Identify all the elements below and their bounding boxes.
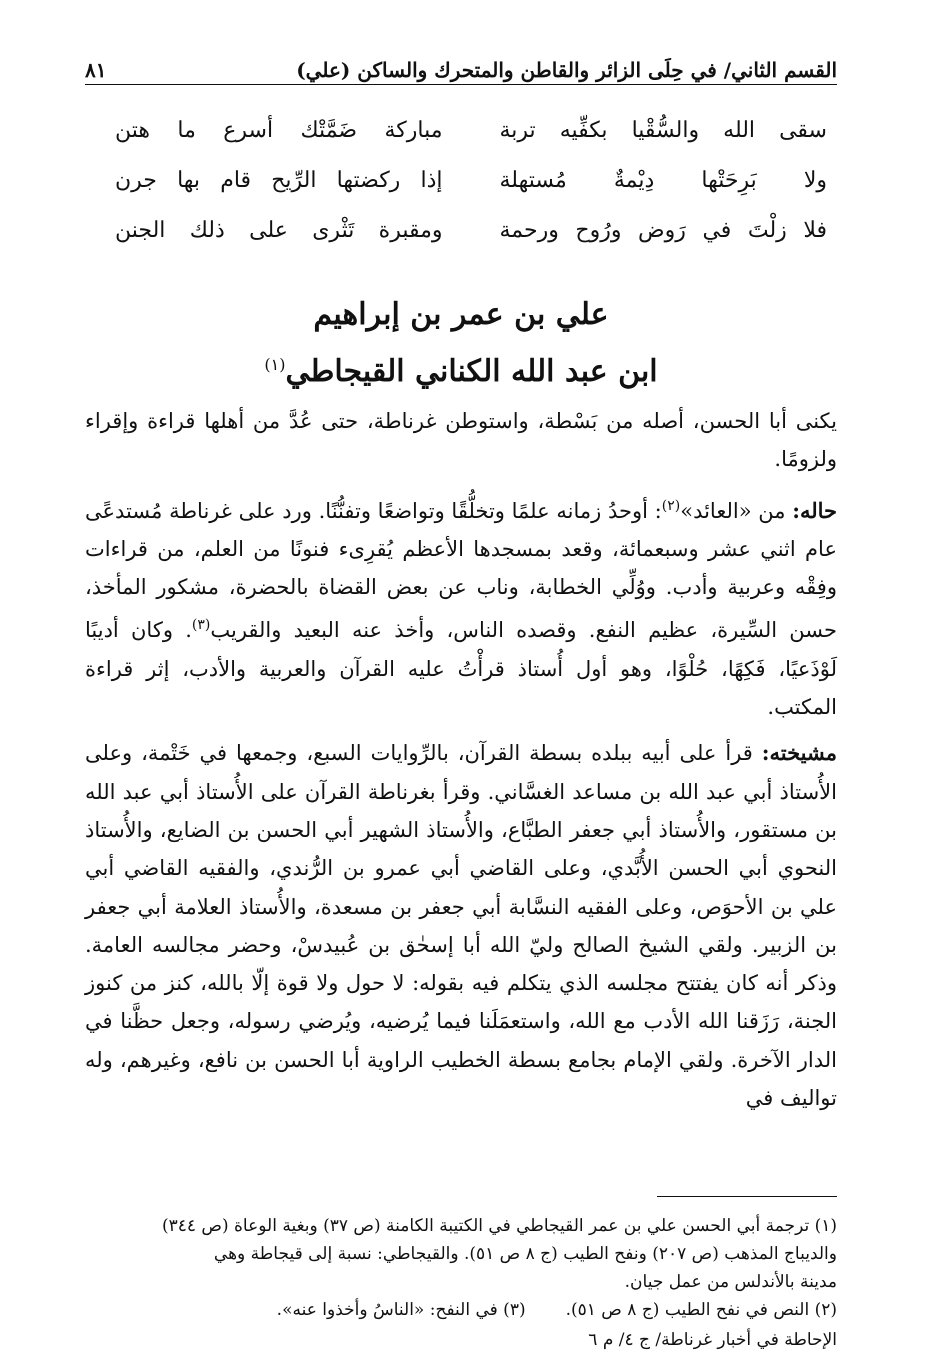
verse-1-left: مباركة ضَمَّتْك أسرع ما هتن bbox=[115, 117, 443, 143]
footnote-rule bbox=[657, 1196, 837, 1197]
signature-line: الإحاطة في أخبار غرناطة/ ج ٤/ م ٦ bbox=[588, 1330, 837, 1350]
title-footnote-marker: (١) bbox=[264, 355, 286, 374]
verse-3 bbox=[115, 205, 827, 255]
teachers-text: قرأ على أبيه ببلده بسطة القرآن، بالرِّوايات السبع، وجمعها في خَتْمة، وعلى الأُستاذ أبي عبد الله بن مساعد الغسَّاني. وقرأ بغرناطة القرآن على الأُستاذ أبي عبد الله بن مستقور، والأُستاذ أبي جعفر الطبَّاع، والأُستاذ الشهير أبي الحسن بن الضايع، والأُستاذ النحوي أبي الحسن الأُبَّدي، وعلى القاضي أبي عمرو بن الرُّندي، والفقيه القاضي أبي علي بن الأحوَص، وعلى الفقيه النسَّابة أبي جعفر بن مسعدة، والأُستاذ العلامة أبي جعفر بن الزبير. ولقي الشيخ الصالح وليّ الله أبا إسحٰق بن عُبيدسْ، وحضر مجالسه العامة. وذكر أنه كان يفتتح مجلسه الذي يتكلم فيه بقوله: لا حول ولا قوة إلّا بالله، كنز من كنوز الجنة، رَزَقنا الله الأدب مع الله، واستعمَلَنا فيما يُرضيه، ويُرضي رسوله، وجعل حظَّنا في الدار الآخرة. ولقي الإمام بجامع بسطة الخطيب الراوية أبا الحسن بن نافع، وغيرهم، وله تواليف في bbox=[85, 741, 838, 1111]
footnote-1-line-3: مدينة بالأندلس من عمل جيان. bbox=[624, 1272, 837, 1292]
running-title: القسم الثاني/ في حِلَى الزائر والقاطن والمتحرك والساكن (علي) bbox=[296, 58, 837, 82]
footnote-1-line-2: والديباج المذهب (ص ٢٠٧) ونفح الطيب (ج ٨ ص ٥١). والقيجاطي: نسبة إلى قيجاطة وهي bbox=[213, 1244, 837, 1264]
paragraph-teachers bbox=[85, 734, 837, 1117]
verse-2-right: ولا بَرِحَتْها دِيْمةٌ مُستهلة bbox=[499, 167, 827, 193]
entry-title-line-2 bbox=[85, 340, 837, 397]
footnote-2: (٢) النص في نفح الطيب (ج ٨ ص ٥١). bbox=[565, 1300, 837, 1320]
header-rule bbox=[85, 84, 837, 85]
body-text bbox=[85, 402, 837, 1125]
entry-title bbox=[85, 290, 837, 397]
paragraph-status bbox=[85, 487, 837, 727]
status-text-c: . وكان أديبًا لَوْذَعيًا، فَكِهًا، حُلْوًا، وهو أول أُستاذ قرأْتُ عليه القرآن والعربية والأدب، إثر قراءة المكتب. bbox=[85, 618, 837, 720]
teachers-heading: مشيخته: bbox=[761, 740, 837, 766]
status-heading: حاله: bbox=[792, 497, 837, 523]
verse-2-left: إذا ركضتها الرِّيح قام بها جرن bbox=[115, 167, 443, 193]
footnote-3: (٣) في النفح: «الناسُ وأخذوا عنه». bbox=[276, 1300, 526, 1320]
verse-3-left: ومقبرة تَثْرى على ذلك الجنن bbox=[115, 217, 443, 243]
book-page bbox=[85, 30, 837, 1350]
footnotes bbox=[85, 1212, 837, 1324]
entry-title-line-1: علي بن عمر بن إبراهيم bbox=[313, 297, 609, 332]
verse-2 bbox=[115, 155, 827, 205]
verse-1-right: سقى الله والسُّقْيا بكفِّيه تربة bbox=[499, 117, 827, 143]
verse-3-right: فلا زلْتَ في رَوض ورُوح ورحمة bbox=[499, 217, 827, 243]
verse-1 bbox=[115, 105, 827, 155]
footnote-ref-2: (٢) bbox=[661, 497, 681, 514]
status-text-a: من «العائد» bbox=[680, 498, 793, 523]
entry-title-line-2-text: ابن عبد الله الكناني القيجاطي bbox=[285, 354, 658, 389]
running-header bbox=[85, 42, 837, 82]
footnote-2-3-row bbox=[85, 1296, 837, 1324]
footnote-ref-3: (٣) bbox=[191, 617, 211, 634]
footnote-1-line-1: (١) ترجمة أبي الحسن علي بن عمر القيجاطي في الكتيبة الكامنة (ص ٣٧) وبغية الوعاة (ص ٣٤٤) bbox=[161, 1216, 837, 1236]
paragraph-intro: يكنى أبا الحسن، أصله من بَسْطة، واستوطن غرناطة، حتى عُدَّ من أهلها قراءة وإقراء ولزومًا. bbox=[85, 409, 837, 472]
status-text-b: : أوحدُ زمانه علمًا وتخلُّقًا وتواضعًا وتفنُّنًا. ورد على غرناطة مُستدعًى عام اثني عشر وسبعمائة، وقعد بمسجدها الأعظم يُقرِىء فنونًا من العلم، من قراءات وفِقْه وعربية وأدب. ووُلِّي الخطابة، وناب عن بعض القضاة بالحضرة، مشكور المأخذ، حسن السِّيرة، عظيم النفع. وقصده الناس، وأخذ عنه البعيد والقريب bbox=[85, 498, 837, 643]
page-number: ٨١ bbox=[85, 58, 107, 82]
poem bbox=[115, 105, 827, 255]
